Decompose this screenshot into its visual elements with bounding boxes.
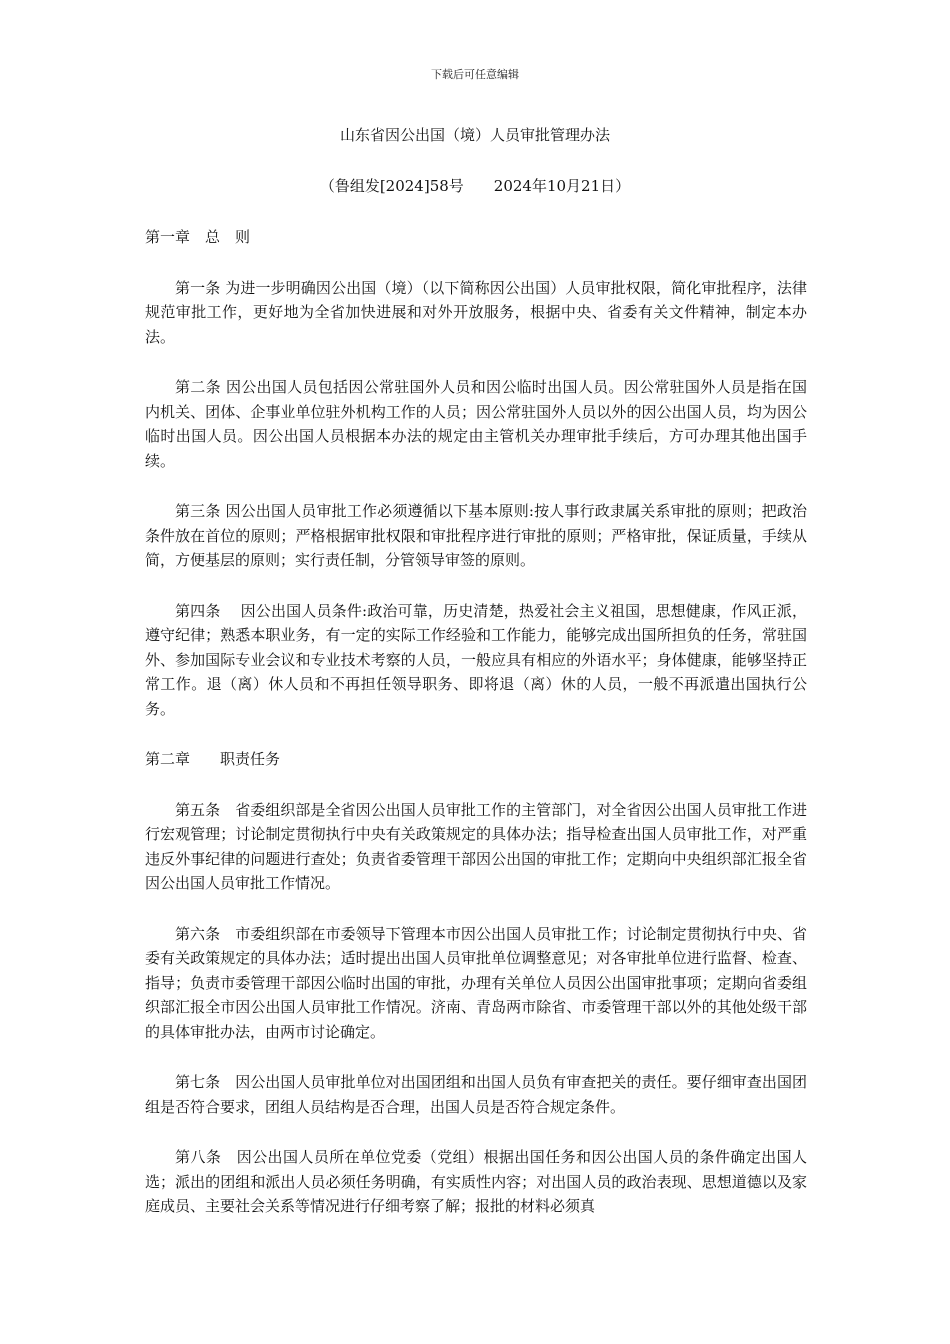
article-paragraph: 第六条 市委组织部在市委领导下管理本市因公出国人员审批工作；讨论制定贯彻执行中央、省委有关政策规定的具体办法；适时提出出国人员审批单位调整意见；对各审批单位进行监督、检查、指导；负责市委管理干部因公临时出国的审批，办理有关单位人员因公出国审批事项；定期向省委组织部汇报全市因公出国人员审批工作情况。济南、青岛两市除省、市委管理干部以外的其他处级干部的具体审批办法，由两市讨论确定。 [145, 924, 807, 1041]
article-paragraph: 第四条 因公出国人员条件:政治可靠，历史清楚，热爱社会主义祖国，思想健康，作风正派，遵守纪律；熟悉本职业务，有一定的实际工作经验和工作能力，能够完成出国所担负的任务，常驻国外、参加国际专业会议和专业技术考察的人员，一般应具有相应的外语水平；身体健康，能够坚持正常工作。退（离）休人员和不再担任领导职务、即将退（离）休的人员，一般不再派遣出国执行公务。 [145, 601, 807, 718]
article-paragraph: 第八条 因公出国人员所在单位党委（党组）根据出国任务和因公出国人员的条件确定出国人选；派出的团组和派出人员必须任务明确，有实质性内容；对出国人员的政治表现、思想道德以及家庭成员、主要社会关系等情况进行仔细考察了解；报批的材料必须真 [145, 1148, 807, 1215]
article-paragraph: 第七条 因公出国人员审批单位对出国团组和出国人员负有审查把关的责任。要仔细审查出国团组是否符合要求，团组人员结构是否合理，出国人员是否符合规定条件。 [145, 1073, 807, 1116]
article-paragraph: 第三条 因公出国人员审批工作必须遵循以下基本原则:按人事行政隶属关系审批的原则；把政治条件放在首位的原则；严格根据审批权限和审批程序进行审批的原则；严格审批，保证质量，手续从简，方便基层的原则；实行责任制，分管领导审签的原则。 [145, 502, 807, 569]
chapter-heading: 第二章 职责任务 [145, 750, 281, 768]
header-note: 下载后可任意编辑 [431, 68, 519, 81]
article-paragraph: 第二条 因公出国人员包括因公常驻国外人员和因公临时出国人员。因公常驻国外人员是指在国内机关、团体、企事业单位驻外机构工作的人员；因公常驻国外人员以外的因公出国人员，均为因公临时出国人员。因公出国人员根据本办法的规定由主管机关办理审批手续后，方可办理其他出国手续。 [145, 378, 807, 470]
document-body [145, 225, 807, 1245]
article-paragraph: 第一条 为进一步明确因公出国（境）（以下简称因公出国）人员审批权限，简化审批程序，法律规范审批工作，更好地为全省加快进展和对外开放服务，根据中央、省委有关文件精神，制定本办法。 [145, 278, 807, 346]
document-title: 山东省因公出国（境）人员审批管理办法 [339, 126, 610, 144]
chapter-heading: 第一章 总 则 [145, 228, 251, 246]
article-paragraph: 第五条 省委组织部是全省因公出国人员审批工作的主管部门，对全省因公出国人员审批工作进行宏观管理；讨论制定贯彻执行中央有关政策规定的具体办法；指导检查出国人员审批工作，对严重违反外事纪律的问题进行查处；负责省委管理干部因公出国的审批工作；定期向中央组织部汇报全省因公出国人员审批工作情况。 [145, 800, 807, 892]
document-subtitle: （鲁组发[2024]58号 2024年10月21日） [319, 177, 631, 195]
